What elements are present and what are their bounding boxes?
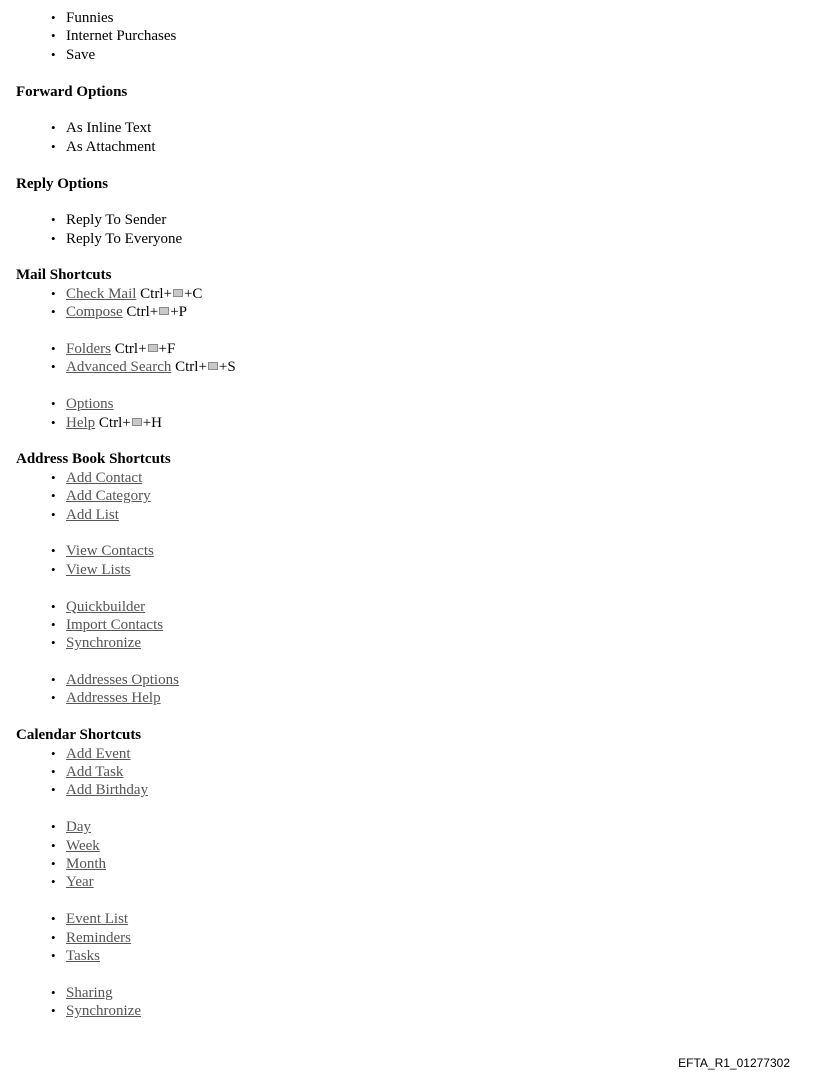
shortcut-suffix: +F — [158, 341, 176, 358]
list-item — [16, 855, 806, 873]
add-contact-link[interactable]: Add Contact — [66, 469, 143, 486]
reply-options-list — [16, 211, 806, 248]
list-item — [16, 837, 806, 855]
forward-options-list — [16, 119, 806, 156]
modifier-key-icon — [159, 307, 169, 315]
sharing-link[interactable]: Sharing — [66, 984, 113, 1001]
mail-shortcuts-list — [16, 340, 806, 377]
document-id-footer: EFTA_R1_01277302 — [678, 1056, 790, 1070]
list-item — [16, 929, 806, 947]
reply-options-heading: Reply Options — [16, 175, 109, 192]
list-item — [16, 910, 806, 928]
advanced-search-link[interactable]: Advanced Search — [66, 359, 172, 376]
shortcut-prefix: Ctrl+ — [111, 341, 147, 358]
address-synchronize-link[interactable]: Synchronize — [66, 635, 141, 652]
forward-option-inline[interactable]: • As Inline Text — [16, 119, 806, 137]
add-category-link[interactable]: Add Category — [66, 488, 151, 505]
spacer — [16, 248, 806, 266]
modifier-key-icon — [132, 418, 142, 426]
spacer — [16, 322, 806, 340]
address-book-list — [16, 469, 806, 524]
mail-shortcuts-list — [16, 395, 806, 432]
check-mail-link[interactable]: Check Mail — [66, 285, 137, 302]
address-book-list — [16, 598, 806, 653]
shortcut-prefix: Ctrl+ — [136, 285, 172, 302]
list-item — [16, 873, 806, 891]
list-item — [16, 340, 806, 358]
shortcut-suffix: +C — [183, 285, 203, 302]
tasks-link[interactable]: Tasks — [66, 947, 100, 964]
spacer — [16, 64, 806, 82]
spacer — [16, 524, 806, 542]
shortcut-suffix: +S — [218, 359, 236, 376]
shortcut-prefix: Ctrl+ — [171, 359, 207, 376]
shortcut-prefix: Ctrl+ — [95, 414, 131, 431]
options-link[interactable]: Options — [66, 396, 114, 413]
month-link[interactable]: Month — [66, 855, 107, 872]
shortcut-prefix: Ctrl+ — [122, 304, 159, 321]
list-item — [16, 506, 806, 524]
mail-shortcuts-list — [16, 285, 806, 322]
spacer — [16, 156, 806, 174]
spacer — [16, 892, 806, 910]
list-item — [16, 285, 806, 303]
calendar-shortcuts-heading: Calendar Shortcuts — [16, 727, 142, 744]
list-item: • Funnies — [16, 9, 806, 27]
spacer — [16, 579, 806, 597]
calendar-synchronize-link[interactable]: Synchronize — [66, 1003, 141, 1020]
mail-shortcuts-heading: Mail Shortcuts — [16, 267, 112, 284]
spacer — [16, 653, 806, 671]
list-item — [16, 542, 806, 560]
list-item — [16, 947, 806, 965]
list-item — [16, 616, 806, 634]
folders-link[interactable]: Folders — [66, 341, 111, 358]
address-book-list — [16, 671, 806, 708]
help-link[interactable]: Help — [66, 414, 96, 431]
folder-list — [16, 9, 806, 64]
list-item — [16, 414, 806, 432]
list-item — [16, 689, 806, 707]
list-item — [16, 634, 806, 652]
list-item — [16, 984, 806, 1002]
list-item — [16, 561, 806, 579]
list-item — [16, 1002, 806, 1020]
list-item: • Save — [16, 46, 806, 64]
compose-link[interactable]: Compose — [66, 304, 123, 321]
list-item — [16, 395, 806, 413]
reply-option-sender[interactable]: • Reply To Sender — [16, 211, 806, 229]
spacer — [16, 377, 806, 395]
event-list-link[interactable]: Event List — [66, 911, 129, 928]
view-contacts-link[interactable]: View Contacts — [66, 543, 154, 560]
modifier-key-icon — [208, 362, 218, 370]
spacer — [16, 193, 806, 211]
spacer — [16, 432, 806, 450]
list-item — [16, 745, 806, 763]
list-item — [16, 671, 806, 689]
week-link[interactable]: Week — [66, 837, 100, 854]
address-book-list — [16, 542, 806, 579]
forward-options-heading: Forward Options — [16, 83, 128, 100]
calendar-list — [16, 818, 806, 892]
addresses-options-link[interactable]: Addresses Options — [66, 672, 179, 689]
shortcut-suffix: +H — [142, 414, 163, 431]
list-item — [16, 763, 806, 781]
day-link[interactable]: Day — [66, 819, 91, 836]
calendar-list — [16, 984, 806, 1021]
list-item — [16, 487, 806, 505]
modifier-key-icon — [148, 344, 158, 352]
add-birthday-link[interactable]: Add Birthday — [66, 782, 149, 799]
modifier-key-icon — [173, 289, 183, 297]
reply-option-everyone[interactable]: • Reply To Everyone — [16, 230, 806, 248]
addresses-help-link[interactable]: Addresses Help — [66, 690, 161, 707]
forward-option-attachment[interactable]: • As Attachment — [16, 138, 806, 156]
spacer — [16, 965, 806, 983]
view-lists-link[interactable]: View Lists — [66, 561, 131, 578]
list-item — [16, 781, 806, 799]
quickbuilder-link[interactable]: Quickbuilder — [66, 598, 146, 615]
list-item — [16, 818, 806, 836]
add-event-link[interactable]: Add Event — [66, 745, 131, 762]
reminders-link[interactable]: Reminders — [66, 929, 131, 946]
shortcut-suffix: +P — [170, 304, 188, 321]
calendar-list — [16, 745, 806, 800]
year-link[interactable]: Year — [66, 874, 94, 891]
document-page — [16, 9, 806, 1020]
list-item — [16, 469, 806, 487]
import-contacts-link[interactable]: Import Contacts — [66, 616, 164, 633]
spacer — [16, 101, 806, 119]
list-item — [16, 303, 806, 321]
list-item — [16, 358, 806, 376]
spacer — [16, 800, 806, 818]
list-item — [16, 598, 806, 616]
list-item: • Internet Purchases — [16, 27, 806, 45]
address-book-heading: Address Book Shortcuts — [16, 451, 171, 468]
add-list-link[interactable]: Add List — [66, 506, 119, 523]
calendar-list — [16, 910, 806, 965]
spacer — [16, 708, 806, 726]
add-task-link[interactable]: Add Task — [66, 764, 124, 781]
